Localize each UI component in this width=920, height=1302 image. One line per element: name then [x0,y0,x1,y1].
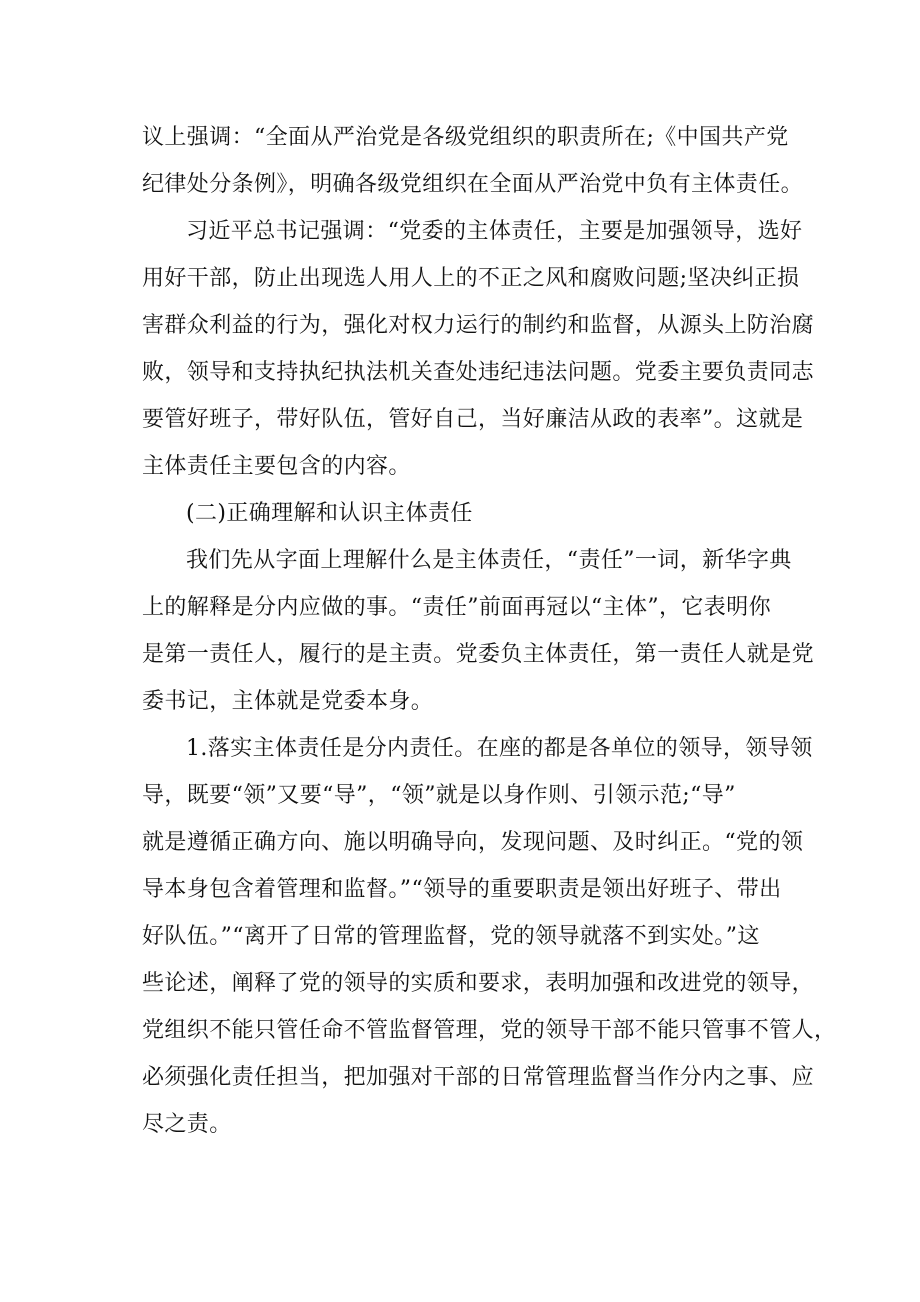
text-line: 好队伍。”“离开了日常的管理监督，党的领导就落不到实处。”这 [142,924,760,949]
text-line: 些论述，阐释了党的领导的实质和要求，表明加强和改进党的领导， [142,971,815,996]
text-line: (二)正确理解和认识主体责任 [186,501,473,526]
text-line: 用好干部，防止出现选人用人上的不正之风和腐败问题;坚决纠正损 [142,266,800,291]
text-line: 害群众利益的行为，强化对权力运行的制约和监督，从源头上防治腐 [142,313,815,338]
text-line: 导，既要“领”又要“导”，“领”就是以身作则、引领示范;“导” [142,783,736,808]
text-line: 主体责任主要包含的内容。 [142,454,411,479]
text-line: 是第一责任人，履行的是主责。党委负主体责任，第一责任人就是党 [142,642,815,667]
text-line: 习近平总书记强调：“党委的主体责任，主要是加强领导，选好 [186,219,803,244]
text-line: 必须强化责任担当，把加强对干部的日常管理监督当作分内之事、应 [142,1065,815,1090]
text-line: 就是遵循正确方向、施以明确导向，发现问题、及时纠正。“党的领 [142,830,804,855]
text-line: 我们先从字面上理解什么是主体责任，“责任”一词，新华字典 [186,548,792,573]
text-line: 1.落实主体责任是分内责任。在座的都是各单位的领导，领导领 [186,736,813,761]
text-line: 议上强调：“全面从严治党是各级党组织的职责所在;《中国共产党 [142,125,789,150]
text-line: 党组织不能只管任命不管监督管理，党的领导干部不能只管事不管人， [142,1018,837,1043]
text-line: 纪律处分条例》，明确各级党组织在全面从严治党中负有主体责任。 [142,172,804,197]
text-line: 上的解释是分内应做的事。“责任”前面再冠以“主体”，它表明你 [142,595,771,620]
text-line: 尽之责。 [142,1112,232,1137]
text-line: 委书记，主体就是党委本身。 [142,689,434,714]
text-line: 败，领导和支持执纪执法机关查处违纪违法问题。党委主要负责同志 [142,360,815,385]
document-body [142,114,837,1148]
text-line: 导本身包含着管理和监督。”“领导的重要职责是领出好班子、带出 [142,877,782,902]
text-line: 要管好班子，带好队伍，管好自己，当好廉洁从政的表率”。这就是 [142,407,804,432]
